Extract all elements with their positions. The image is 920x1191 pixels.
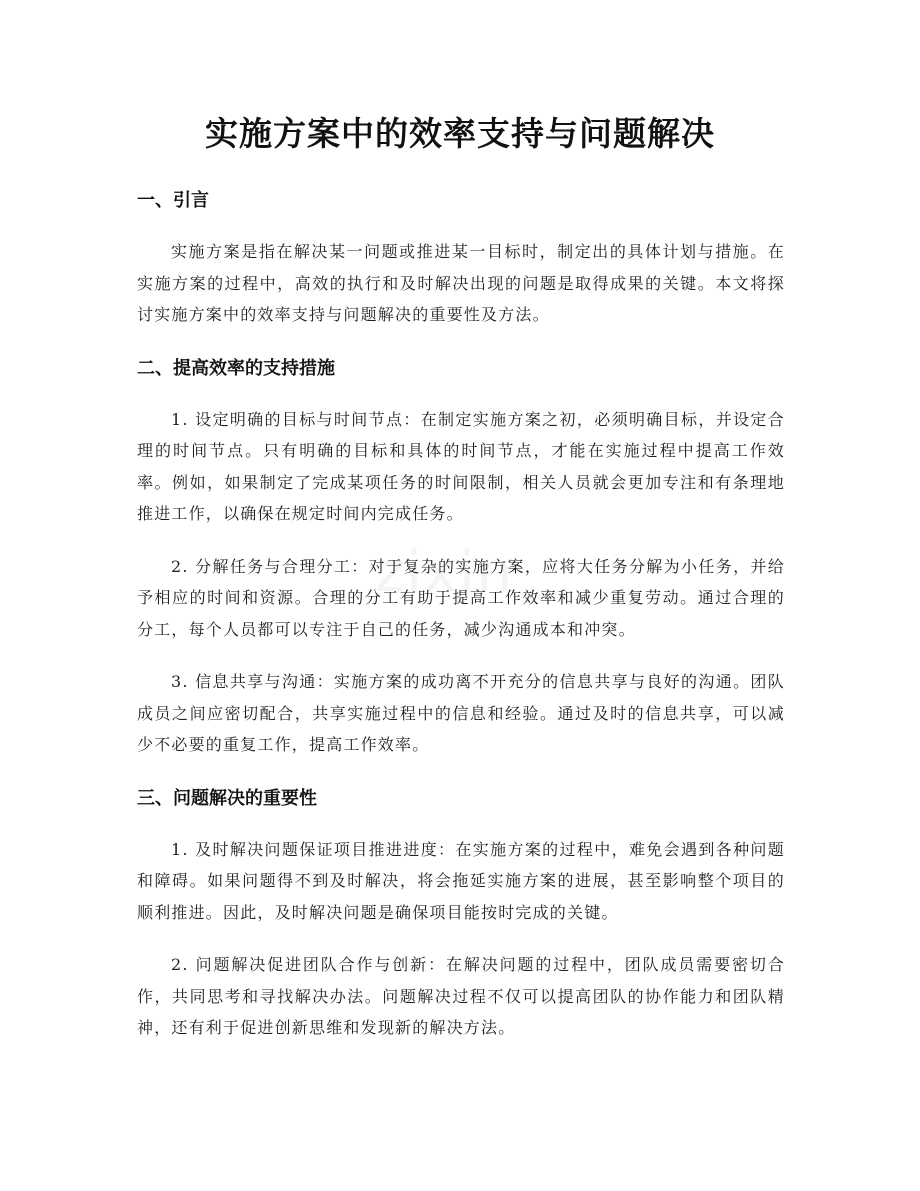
- section-problem-solving: [137, 782, 785, 1044]
- section-heading: 三、问题解决的重要性: [137, 787, 317, 809]
- watermark: zixin: [375, 540, 515, 605]
- paragraph: 1. 设定明确的目标与时间节点：在制定实施方案之初，必须明确目标，并设定合理的时间节点。只有明确的目标和具体的时间节点，才能在实施过程中提高工作效率。例如，如果制定了完成某项任务的时间限制，相关人员就会更加专注和有条理地推进工作，以确保在规定时间内完成任务。: [137, 409, 785, 523]
- document-title: 实施方案中的效率支持与问题解决: [205, 114, 715, 153]
- paragraph: 2. 问题解决促进团队合作与创新：在解决问题的过程中，团队成员需要密切合作，共同思考和寻找解决办法。问题解决过程不仅可以提高团队的协作能力和团队精神，还有利于促进创新思维和发现新的解决方法。: [137, 955, 785, 1037]
- section-introduction: [137, 184, 785, 331]
- section-efficiency-measures: [137, 352, 785, 761]
- document-body: [137, 184, 785, 1065]
- paragraph: 1. 及时解决问题保证项目推进进度：在实施方案的过程中，难免会遇到各种问题和障碍。如果问题得不到及时解决，将会拖延实施方案的进展，甚至影响整个项目的顺利推进。因此，及时解决问题是确保项目能按时完成的关键。: [137, 839, 785, 922]
- section-heading: 二、提高效率的支持措施: [137, 357, 335, 379]
- section-heading: 一、引言: [137, 190, 209, 211]
- paragraph: 3. 信息共享与沟通：实施方案的成功离不开充分的信息共享与良好的沟通。团队成员之间应密切配合，共享实施过程中的信息和经验。通过及时的信息共享，可以减少不必要的重复工作，提高工作效率。: [137, 672, 785, 754]
- paragraph: 2. 分解任务与合理分工：对于复杂的实施方案，应将大任务分解为小任务，并给予相应的时间和资源。合理的分工有助于提高工作效率和减少重复劳动。通过合理的分工，每个人员都可以专注于自己的任务，减少沟通成本和冲突。: [137, 556, 785, 639]
- paragraph: 实施方案是指在解决某一问题或推进某一目标时，制定出的具体计划与措施。在实施方案的过程中，高效的执行和及时解决出现的问题是取得成果的关键。本文将探讨实施方案中的效率支持与问题解决的重要性及方法。: [137, 242, 785, 324]
